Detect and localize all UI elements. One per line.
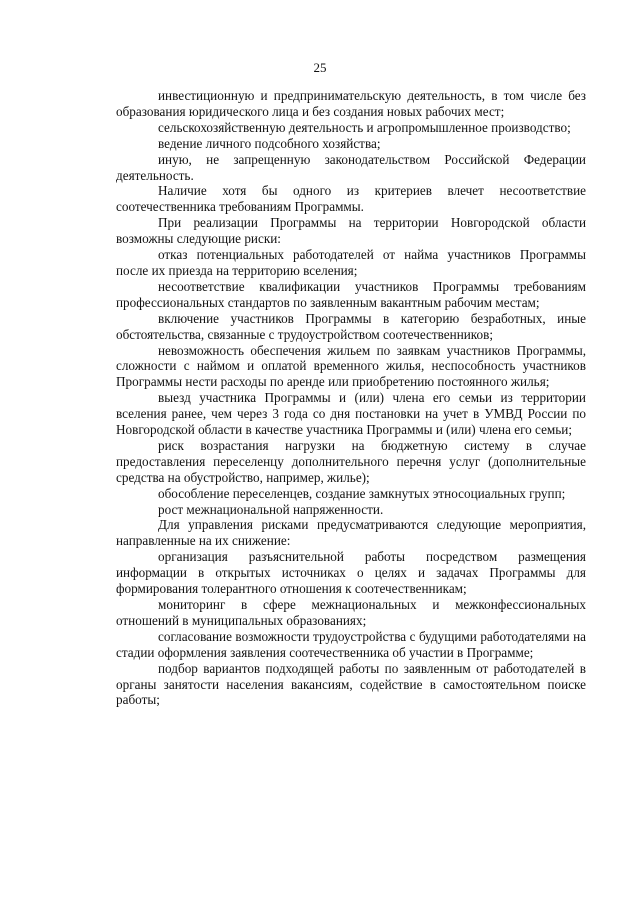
paragraph: Наличие хотя бы одного из критериев влечет несоответствие соотечественника требованиям Программы. bbox=[116, 183, 586, 215]
paragraph: мониторинг в сфере межнациональных и межконфессиональных отношений в муниципальных образованиях; bbox=[116, 597, 586, 628]
paragraph: отказ потенциальных работодателей от найма участников Программы после их приезда на территорию вселения; bbox=[116, 247, 586, 278]
paragraph: согласование возможности трудоустройства с будущими работодателями на стадии оформления заявления соотечественника об участии в Программе; bbox=[116, 628, 586, 660]
paragraph: рост межнациональной напряженности. bbox=[158, 501, 384, 517]
paragraph: Для управления рисками предусматриваются следующие мероприятия, направленные на их снижение: bbox=[116, 517, 586, 549]
paragraph: невозможность обеспечения жильем по заявкам участников Программы, сложности с наймом и оплатой временного жилья, неспособность участников Программы нести расходы по аренде или приобретению постоянного жилья; bbox=[116, 342, 586, 390]
paragraph: выезд участника Программы и (или) члена его семьи из территории вселения ранее, чем через 3 года со дня постановки на учет в УМВД России по Новгородской области в качестве участника Программы и (или) члена его семьи; bbox=[116, 390, 586, 438]
paragraph: сельскохозяйственную деятельность и агропромышленное производство; bbox=[158, 119, 571, 135]
paragraph: подбор вариантов подходящей работы по заявленным от работодателей в органы занятости населения вакансиям, содействие в самостоятельном поиске работы; bbox=[116, 660, 586, 708]
paragraph: ведение личного подсобного хозяйства; bbox=[158, 135, 381, 151]
paragraph: иную, не запрещенную законодательством Российской Федерации деятельность. bbox=[116, 151, 586, 183]
page-number: 25 bbox=[313, 60, 327, 75]
paragraph: инвестиционную и предпринимательскую деятельность, в том числе без образования юридического лица и без создания новых рабочих мест; bbox=[116, 88, 586, 119]
document-body bbox=[116, 88, 586, 708]
paragraph: риск возрастания нагрузки на бюджетную систему в случае предоставления переселенцу дополнительного перечня услуг (дополнительные средства на обустройство, например, жилье); bbox=[116, 437, 586, 485]
paragraph: При реализации Программы на территории Новгородской области возможны следующие риски: bbox=[116, 215, 586, 247]
paragraph: организация разъяснительной работы посредством размещения информации в открытых источниках о целях и задачах Программы для формирования толерантного отношения к соотечественникам; bbox=[116, 549, 586, 597]
paragraph: обособление переселенцев, создание замкнутых этносоциальных групп; bbox=[158, 485, 566, 501]
paragraph: несоответствие квалификации участников Программы требованиям профессиональных стандартов по заявленным вакантным рабочим местам; bbox=[116, 278, 586, 310]
paragraph: включение участников Программы в категорию безработных, иные обстоятельства, связанные с трудоустройством соотечественников; bbox=[116, 310, 586, 342]
